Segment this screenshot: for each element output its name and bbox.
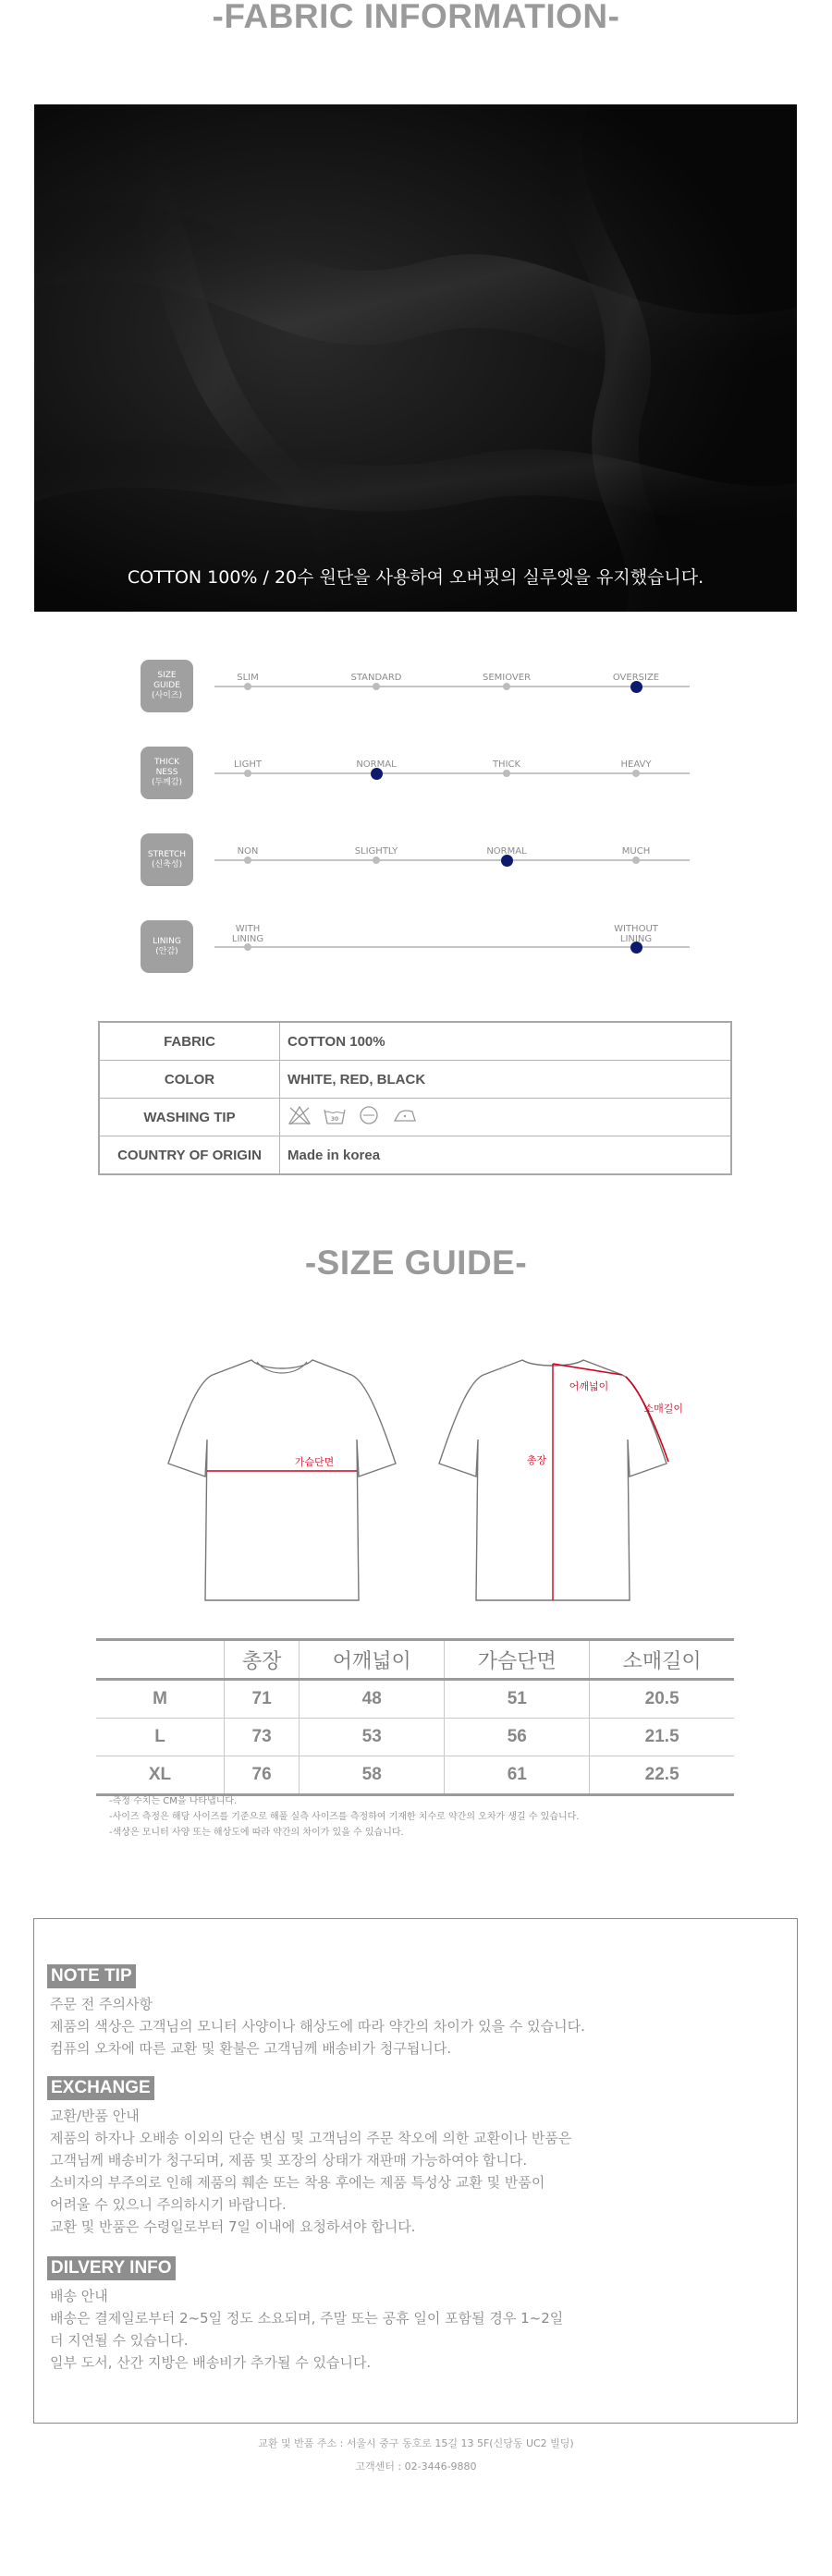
table-cell: 76 [225,1756,300,1795]
scale-option-label: NON [237,846,259,857]
washing-tip-icons [280,1099,732,1136]
fabric-key: FABRIC [99,1022,280,1061]
size-header-shoulder: 어깨넓이 [300,1640,445,1680]
table-cell: 61 [445,1756,590,1795]
text-line: 제품의 하자나 오배송 이외의 단순 변심 및 고객님의 주문 착오에 의한 교환이나 반품은 [50,2130,572,2146]
table-cell: 56 [445,1719,590,1756]
scale-badge-text: (신축성) [151,859,183,869]
fabric-info-heading: -FABRIC INFORMATION- [212,0,620,35]
table-row [99,1099,731,1136]
scale-badge-text: SIZE [157,671,177,680]
text-line: 컴퓨의 오차에 따른 교환 및 환불은 고객님께 배송비가 청구됩니다. [50,2040,452,2057]
exchange-text [50,2105,571,2238]
size-label: M [96,1680,225,1719]
text-line: 더 지연될 수 있습니다. [50,2332,189,2349]
scale-option-label: SLIGHTLY [354,846,398,857]
scale-option-label: NORMAL [486,846,527,857]
dry-clean-icon [358,1105,380,1129]
sleeve-label: 소매길이 [643,1403,683,1415]
scale-badge-text: STRETCH [147,849,187,859]
scale-dot [373,683,380,690]
return-address: 교환 및 반품 주소 : 서울시 중구 동호로 15길 13 5F(신당동 UC2 빌딩) [258,2437,574,2449]
scale-option-label: WITHOUT LINING [614,924,658,944]
scale-badge-text: NESS [155,768,178,777]
scale-option-label: THICK [492,759,521,770]
size-header-chest: 가슴단면 [445,1640,590,1680]
table-cell: 58 [300,1756,445,1795]
size-note: -측정 수치는 CM을 나타냅니다. [109,1796,238,1806]
svg-text:30: 30 [330,1116,339,1123]
exchange-tag: EXCHANGE [47,2076,154,2100]
table-cell: 21.5 [590,1719,734,1756]
scale-option-label: SEMIOVER [482,673,532,683]
scale-dot [244,770,251,777]
scale-option-label: WITH LINING [231,924,264,944]
delivery-info-text [50,2285,563,2374]
size-table-header [96,1640,734,1680]
scale-track [214,772,690,774]
delivery-info-tag: DILVERY INFO [47,2256,176,2280]
table-row [99,1136,731,1175]
table-row [96,1756,734,1795]
text-line: 배송은 결제일로부터 2~5일 정도 소요되며, 주말 또는 공휴 일이 포함될 경우 1~2일 [50,2310,564,2327]
table-cell: 71 [225,1680,300,1719]
scale-option-label: HEAVY [620,759,652,770]
color-key: COLOR [99,1061,280,1099]
note-tip-tag: NOTE TIP [47,1964,136,1988]
scale-dot [632,857,640,864]
scale-badge-text: (안감) [155,946,178,956]
no-bleach-icon [288,1105,312,1129]
table-cell: 20.5 [590,1680,734,1719]
text-line: 배송 안내 [50,2288,108,2304]
scale-badge-text: (두께감) [151,778,183,787]
scale-dot [244,943,251,951]
text-line: 어려울 수 있으니 주의하시기 바랍니다. [50,2196,287,2213]
size-guide-heading: -SIZE GUIDE- [304,1244,528,1282]
scale-badge [141,833,193,886]
info-box [33,1918,798,2424]
size-table [96,1638,734,1796]
size-header-sleeve: 소매길이 [590,1640,734,1680]
scale-dot [632,770,640,777]
text-line: 제품의 색상은 고객님의 모니터 사양이나 해상도에 따라 약간의 차이가 있을 수 있습니다. [50,2018,585,2035]
text-line: 고객님께 배송비가 청구되며, 제품 및 포장의 상태가 재판매 가능하여야 합니다. [50,2152,528,2169]
scale-track [214,859,690,861]
note-tip-text [50,1993,585,2060]
table-cell: 53 [300,1719,445,1756]
scale-option-label: SLIM [237,673,259,683]
size-notes [109,1793,580,1841]
scale-dot [373,857,380,864]
fabric-info-table [98,1021,732,1175]
fabric-value: COTTON 100% [280,1022,732,1061]
fabric-photo [34,104,797,612]
origin-key: COUNTRY OF ORIGIN [99,1136,280,1175]
scale-dot [244,857,251,864]
table-cell: 51 [445,1680,590,1719]
table-row [96,1680,734,1719]
scale-dot [244,683,251,690]
size-header-blank [96,1640,225,1680]
size-note: -사이즈 측정은 해당 사이즈를 기준으로 해풀 실측 사이즈를 측정하여 기재한 치수로 약간의 오차가 생길 수 있습니다. [109,1812,580,1822]
scale-badge-text: THICK [153,758,180,767]
tshirt-front-diagram [166,1355,398,1602]
scale-dot [503,770,510,777]
text-line: 교환 및 반품은 수령일로부터 7일 이내에 요청하셔야 합니다. [50,2218,416,2235]
text-line: 일부 도서, 산간 지방은 배송비가 추가될 수 있습니다. [50,2354,372,2371]
length-label: 총장 [526,1454,546,1466]
size-label: L [96,1719,225,1756]
table-cell: 73 [225,1719,300,1756]
table-row [96,1719,734,1756]
scale-track [214,946,690,948]
size-label: XL [96,1756,225,1795]
washing-tip-key: WASHING TIP [99,1099,280,1136]
scale-badge-text: LINING [153,936,181,946]
text-line: 주문 전 주의사항 [50,1996,153,2012]
table-row [99,1061,731,1099]
color-value: WHITE, RED, BLACK [280,1061,732,1099]
fabric-caption: COTTON 100% / 20수 원단을 사용하여 오버핏의 실루엣을 유지했습니다. [127,567,704,588]
origin-value: Made in korea [280,1136,732,1175]
footer [0,2432,832,2478]
scale-dot [503,683,510,690]
text-line: 소비자의 부주의로 인해 제품의 훼손 또는 착용 후에는 제품 특성상 교환 및 반품이 [50,2174,545,2191]
table-cell: 22.5 [590,1756,734,1795]
scale-badge-text: GUIDE [153,681,180,690]
table-row [99,1022,731,1061]
scale-option-label: LIGHT [234,759,262,770]
text-line: 교환/반품 안내 [50,2108,140,2124]
customer-center: 고객센터 : 02-3446-9880 [355,2461,477,2473]
tshirt-back-diagram [437,1355,687,1602]
scale-track [214,686,690,687]
size-note: -색상은 모니터 사양 또는 해상도에 따라 약간의 차이가 있을 수 있습니다. [109,1828,404,1838]
scale-badge [141,660,193,712]
size-header-length: 총장 [225,1640,300,1680]
hand-wash-icon [323,1105,347,1129]
iron-low-icon [392,1105,418,1129]
scale-badge [141,747,193,799]
scale-badge [141,920,193,973]
scale-badge-text: (사이즈) [151,691,183,700]
chest-label: 가슴단면 [294,1456,335,1468]
scale-option-label: MUCH [621,846,651,857]
table-cell: 48 [300,1680,445,1719]
scale-option-label: OVERSIZE [612,673,660,683]
scale-option-label: NORMAL [356,759,397,770]
shoulder-label: 어깨넓이 [569,1380,609,1392]
scale-option-label: STANDARD [350,673,402,683]
